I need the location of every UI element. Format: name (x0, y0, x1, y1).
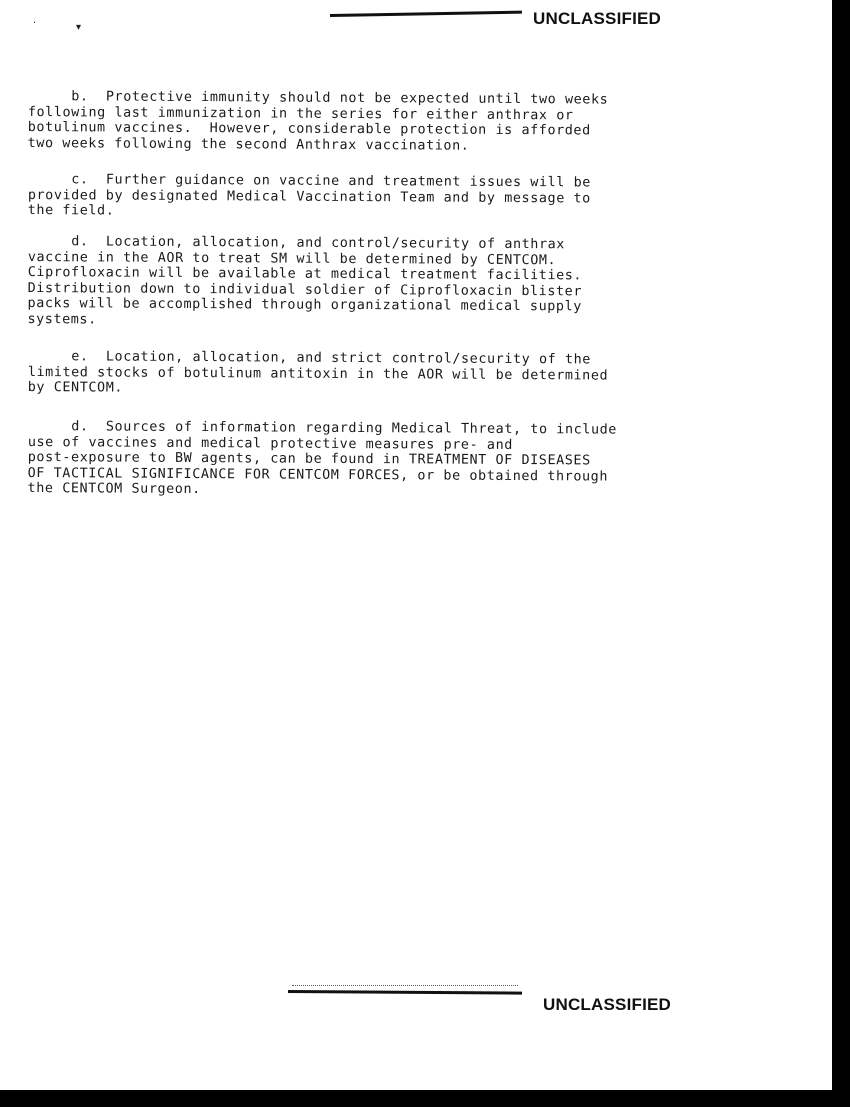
paragraph-b: b. Protective immunity should not be expected until two weeks following last immunization in the series for either anthrax or botulinum vaccines. However, considerable protection is afforded two weeks following the second Anthrax vaccination. (27, 89, 609, 154)
scan-speck: · (33, 18, 37, 29)
paragraph-d-anthrax: d. Location, allocation, and control/security of anthrax vaccine in the AOR to treat SM will be determined by CENTCOM. Ciprofloxacin will be available at medical treatment facilities. Distribution down to individual soldier of Ciprofloxacin blister packs will be accomplished through organizational medical supply systems. (27, 234, 583, 327)
paragraph-c: c. Further guidance on vaccine and treatment issues will be provided by designated Medical Vaccination Team and by message to the field. (27, 172, 592, 219)
scan-speck: ▾ (76, 22, 82, 33)
header-classification: UNCLASSIFIED (533, 9, 662, 28)
redaction-line (330, 11, 522, 17)
paragraph-d-sources: d. Sources of information regarding Medical Threat, to include use of vaccines and medical protective measures pre- and post-exposure to BW agents, can be found in TREATMENT OF DISEASES OF TACTICAL SIGNIFICANCE FOR CENTCOM FORCES, or be obtained through the CENTCOM Surgeon. (27, 419, 618, 498)
redaction-line (292, 985, 518, 987)
paragraph-e: e. Location, allocation, and strict control/security of the limited stocks of botulinum antitoxin in the AOR will be determined by CENTCOM. (27, 349, 609, 396)
footer-classification: UNCLASSIFIED (543, 995, 672, 1014)
redaction-line (288, 990, 522, 995)
